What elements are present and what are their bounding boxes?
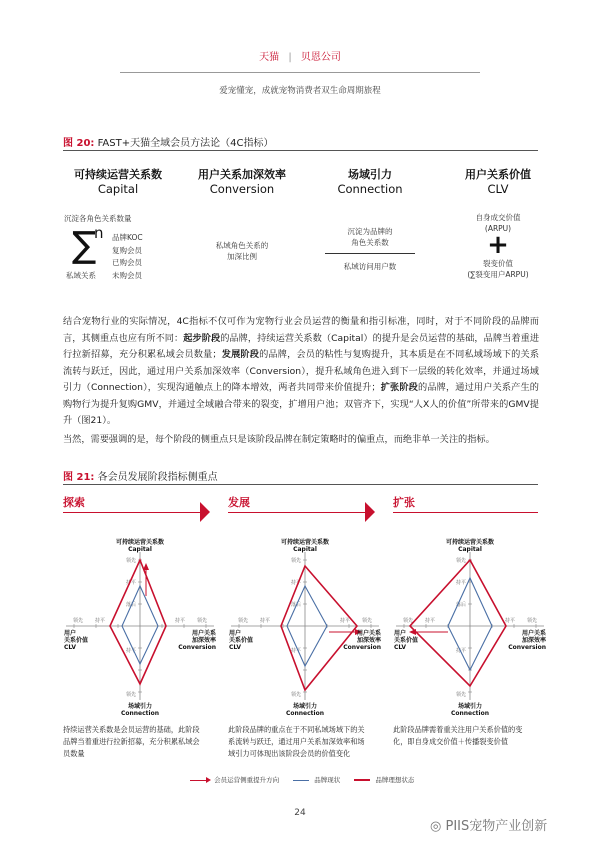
radar-level-label: 领先 (196, 618, 208, 624)
page-header (0, 48, 600, 63)
header-brand-tmall: 天猫 (259, 52, 280, 63)
fig20-col-capital (58, 166, 178, 196)
figure-21-caption: 各会员发展阶段指标侧重点 (97, 472, 218, 483)
radar-label-right-en: Conversion (178, 644, 216, 651)
radar-level-label: 持平 (290, 648, 301, 654)
capital-item: 未购会员 (112, 270, 142, 280)
radar-level-label: 领先 (125, 558, 136, 564)
col-sub-clv: CLV (487, 182, 509, 196)
radar-label-right: 加深效率 (356, 637, 381, 644)
radar-label-right: 用户关系 (521, 630, 546, 637)
figure-20-label: 图 20: (63, 138, 95, 149)
watermark (430, 815, 547, 834)
capital-item: 已购会员 (112, 258, 142, 267)
body-paragraph-2: 当然，需要强调的是，每个阶段的侧重点只是该阶段品牌在制定策略时的偏重点，而绝非单一关注的指标。 (63, 434, 495, 445)
radar-arrowhead (409, 629, 416, 635)
wechat-icon: ◎ (430, 819, 442, 834)
radar-label-bottom: 场域引力 (457, 703, 483, 710)
page-number: 24 (294, 808, 306, 818)
radar-label-top: 可持续运营关系数 (115, 539, 165, 546)
radar-level-label: 领先 (402, 618, 414, 624)
stage-caption-develop: 此阶段品牌的重点在于不同私域场域下的关系流转与跃迁，通过用户关系加深效率和场域引力可体现出该阶段会员的价值变化 (228, 725, 365, 758)
radar-level-label: 持平 (424, 618, 436, 624)
fig20-col-clv (438, 166, 558, 196)
radar-label-bottom-en: Connection (450, 710, 490, 717)
page-subtitle: 爱宠懂宠，成就宠物消费者双生命周期旅程 (219, 86, 381, 96)
stage-caption-explore: 持续运营关系数是会员运营的基础，此阶段品牌当着重进行拉新招募，充分积累私域会员数量 (63, 725, 200, 758)
plus-sign: + (487, 230, 509, 260)
col-title-connection: 场域引力 (348, 168, 392, 181)
radar-label-bottom-en: Connection (285, 710, 325, 717)
radar-label-right-en: Conversion (343, 644, 381, 651)
radar-level-label: 领先 (237, 618, 249, 624)
sigma-subscript: 私域关系 (66, 271, 96, 280)
stage-caption-expand: 此阶段品牌需着重关注用户关系价值的变化，即自身成交价值＋传播裂变价值 (393, 725, 523, 746)
connection-fraction-bar (325, 253, 415, 254)
radar-label-top: 可持续运营关系数 (280, 539, 330, 546)
connection-numerator (310, 226, 430, 248)
figure-21-label: 图 21: (63, 472, 95, 483)
clv-top-1: 自身成交价值 (475, 213, 521, 222)
stage-title-explore: 探索 (63, 496, 85, 509)
radar-level-label: 落后 (455, 602, 466, 608)
para1-text: 的品牌，会员的粘性与复购提升，其本质是在不同私域场域下的关系流转与跃迁，因此，通过用户关系加深效率（Conversion），提升私域角色进入到下一层级的转化效率，并通过场域引力（Connection），实现沟通触点上的降本增效，两者共同带来价值提升； (63, 349, 540, 393)
radar-label-top-en: Capital (458, 546, 482, 553)
radar-label-right: 加深效率 (191, 637, 216, 644)
stage-radar-charts (60, 516, 546, 722)
connection-denominator: 私域访问用户数 (343, 262, 397, 271)
fig20-col-connection (310, 166, 430, 196)
radar-label-top-en: Capital (293, 546, 317, 553)
radar-level-label: 领先 (455, 558, 466, 564)
col-sub-conversion: Conversion (209, 182, 275, 196)
col-title-capital: 可持续运营关系数 (74, 168, 162, 181)
radar-label-left: 用户 (64, 630, 77, 637)
stage-rule-expand (393, 512, 538, 513)
col-sub-capital: Capital (97, 182, 139, 196)
body-paragraph-1 (63, 314, 539, 430)
radar-label-right: 用户关系 (356, 630, 381, 637)
radar-ideal-shape (110, 560, 166, 684)
conversion-line-2: 加深比例 (227, 252, 257, 261)
connection-top-2: 角色关系数 (351, 238, 389, 247)
radar-arrowhead (143, 563, 149, 570)
capital-item: 品牌KOC (112, 233, 143, 242)
radar-label-right-en: Conversion (508, 644, 546, 651)
para1-text: 的品牌，持续运营关系数（Capital）的提升是会员运营的基础，品牌当着重进行拉新招募，充分积累私域会员数量； (63, 332, 540, 360)
radar-level-label: 持平 (290, 580, 301, 586)
sigma-superscript: n (94, 224, 104, 242)
radar-level-label: 领先 (290, 558, 301, 564)
para1-text: 结合宠物行业的实际情况，4C指标不仅可作为宠物行业会员运营的衡量和指引标准，同时，对于不同阶段的品牌而言，其侧重点也应有所不同： (63, 316, 539, 344)
radar-level-label: 持平 (504, 618, 516, 624)
radar-label-bottom: 场域引力 (127, 703, 153, 710)
radar-level-label: 领先 (526, 618, 538, 624)
radar-label-left-en: CLV (64, 644, 77, 651)
connection-top-1: 沉淀为品牌的 (347, 227, 393, 236)
radar-level-label: 领先 (125, 692, 136, 698)
radar-label-left: 关系价值 (394, 637, 419, 644)
conversion-desc (182, 240, 302, 262)
col-title-clv: 用户关系价值 (465, 168, 531, 181)
stage-rule-explore (63, 512, 203, 513)
legend-ideal: 品牌理想状态 (375, 776, 415, 784)
capital-desc: 沉淀各角色关系数量 (64, 214, 132, 223)
radar-level-label: 持平 (125, 648, 136, 654)
radar-label-bottom: 场域引力 (292, 703, 318, 710)
capital-items (112, 232, 143, 282)
legend-ideal-swatch (354, 779, 370, 781)
figure-21-title (63, 468, 218, 483)
para1-bold: 发展阶段 (221, 349, 260, 360)
radar-label-left: 用户 (229, 630, 242, 637)
radar-level-label: 持平 (259, 618, 271, 624)
para1-bold: 起步阶段 (183, 332, 221, 344)
radar-level-label: 持平 (94, 618, 106, 624)
radar-label-left: 关系价值 (229, 637, 254, 644)
legend-current-swatch (293, 780, 309, 781)
legend-current: 品牌现状 (314, 776, 341, 784)
col-sub-connection: Connection (337, 182, 403, 196)
clv-bottom-1: 裂变价值 (483, 259, 513, 268)
stage-title-develop: 发展 (228, 496, 250, 509)
para1-bold: 扩张阶段 (380, 382, 418, 393)
radar-level-label: 持平 (174, 618, 186, 624)
para1-text: 的品牌，通过用户关系产生的购物行为提升复购GMV，并通过全域融合带来的裂变，扩增用户池；双管齐下，实现“人X人的价值”所带来的GMV提升（图21）。 (63, 382, 539, 426)
figure-21-legend (190, 775, 550, 784)
legend-direction: 会员运营侧重提升方向 (214, 776, 280, 784)
stage-title-expand: 扩张 (393, 496, 415, 509)
figure-20-caption: FAST+天猫全域会员方法论（4C指标） (97, 138, 274, 149)
figure-20-rule (63, 150, 538, 151)
radar-label-top-en: Capital (128, 546, 152, 553)
radar-level-label: 领先 (290, 692, 301, 698)
fig20-col-conversion (182, 166, 302, 196)
radar-level-label: 领先 (361, 618, 373, 624)
header-separator: | (288, 52, 292, 63)
figure-21-rule (63, 484, 538, 485)
col-title-conversion: 用户关系加深效率 (198, 168, 286, 181)
radar-label-top: 可持续运营关系数 (445, 539, 495, 546)
radar-level-label: 持平 (455, 648, 466, 654)
figure-20-title (63, 134, 273, 149)
capital-item: 复购会员 (112, 245, 142, 255)
radar-level-label: 领先 (455, 692, 466, 698)
radar-level-label: 持平 (455, 580, 466, 586)
radar-label-left: 用户 (394, 630, 407, 637)
clv-bottom (438, 258, 558, 280)
radar-label-left-en: CLV (229, 644, 242, 651)
legend-arrow-icon (190, 780, 208, 781)
watermark-text: PIIS宠物产业创新 (445, 819, 548, 834)
radar-label-right: 加深效率 (521, 637, 546, 644)
radar-label-left-en: CLV (394, 644, 407, 651)
radar-label-bottom-en: Connection (120, 710, 160, 717)
clv-top-2: (ARPU) (484, 224, 512, 233)
stage-rule-develop (228, 512, 368, 513)
radar-level-label: 持平 (125, 580, 136, 586)
header-brand-bain: 贝恩公司 (300, 52, 341, 63)
radar-level-label: 落后 (290, 602, 301, 608)
conversion-line-1: 私域角色关系的 (215, 241, 269, 250)
sigma-symbol: ∑ (72, 225, 97, 266)
clv-bottom-2: (∑裂变用户ARPU) (467, 270, 529, 279)
radar-level-label: 持平 (339, 618, 351, 624)
radar-label-right: 用户关系 (191, 630, 216, 637)
radar-level-label: 领先 (72, 618, 84, 624)
radar-label-left: 关系价值 (64, 637, 89, 644)
radar-level-label: 落后 (125, 602, 136, 608)
header-divider (120, 72, 480, 73)
